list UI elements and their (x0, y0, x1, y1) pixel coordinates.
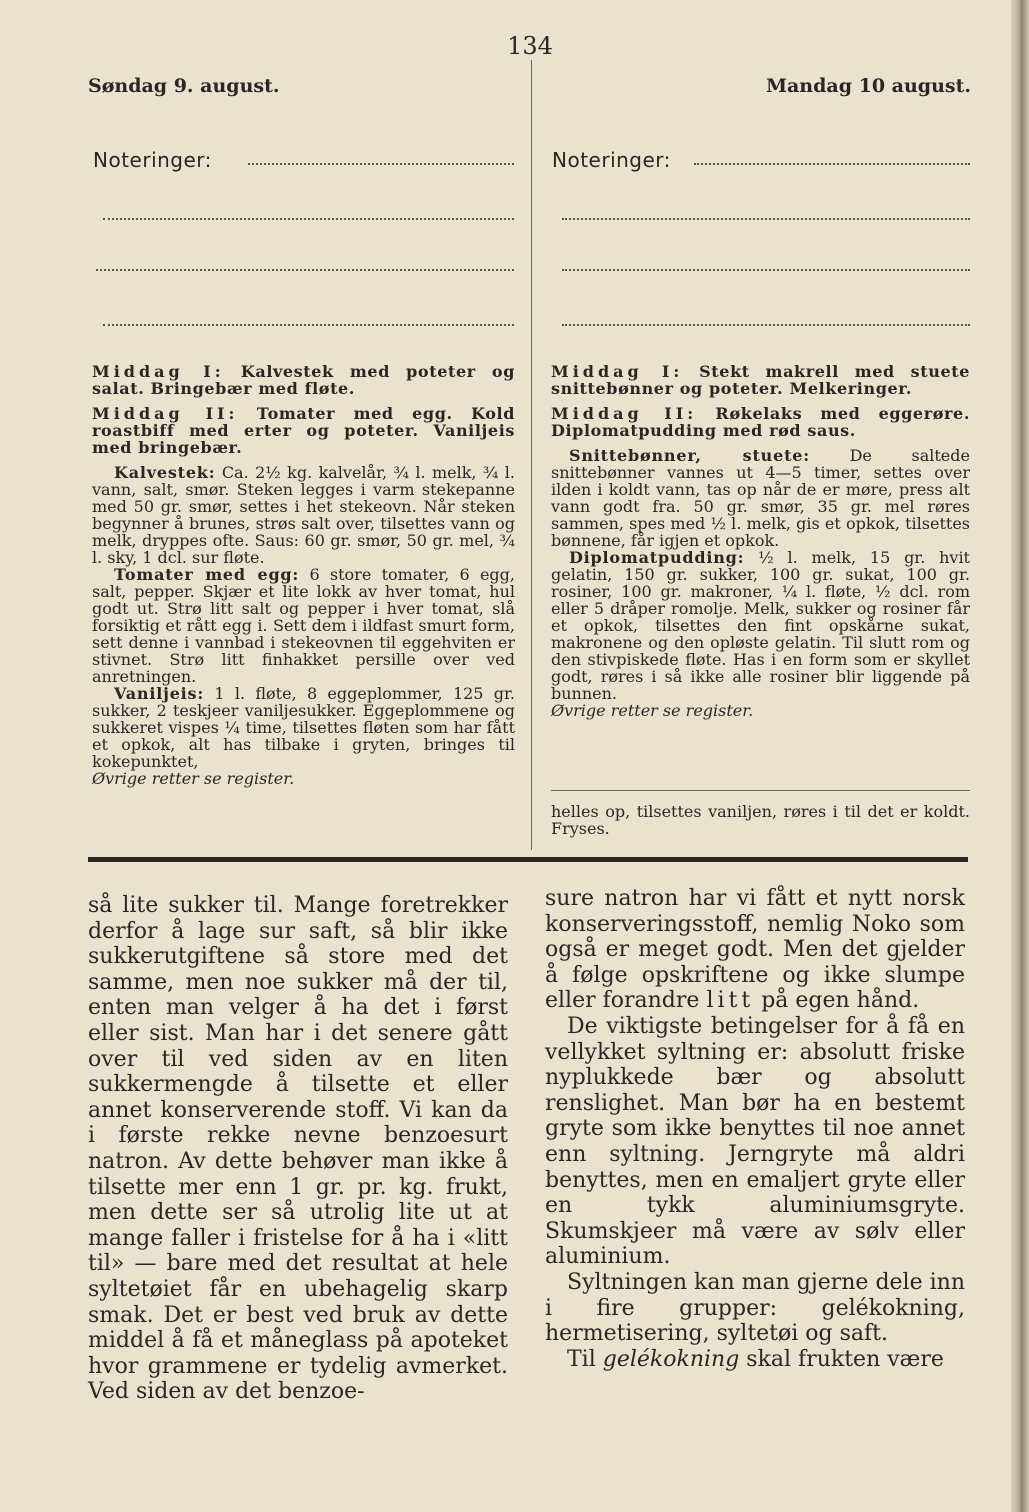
column-divider (531, 60, 532, 850)
left-notes-label: Noteringer: (93, 148, 212, 172)
right-notes-dotline (562, 269, 970, 271)
right-other-dishes: Øvrige retter se register. (551, 701, 754, 720)
left-recipes (92, 363, 515, 787)
page-number: 134 (507, 32, 553, 60)
right-notes-label: Noteringer: (552, 148, 671, 172)
continuation-rule (551, 790, 970, 791)
right-notes-dotline (694, 163, 970, 165)
body-right-paragraph-1: sure natron har vi fått et nytt norsk konserveringsstoff, nemlig Noko som også er meget godt. Men det gjelder å følge opskriftene og ikke slumpe eller forandre litt på egen hånd. (545, 886, 965, 1014)
left-recipe-tomater: Tomater med egg: 6 store tomater, 6 egg, salt, pepper. Skjær et lite lokk av hver tomat, hul godt ut. Strø litt salt og pepper i hver tomat, slå forsiktig et rått egg i. Sett dem i ildfast smurt form, sett denne i vannbad i stekeovnen til eggehviten er stivnet. Strø litt finhakket persille over ved anretningen. (92, 565, 516, 686)
left-recipe-kalvestek: Kalvestek: Ca. 2½ kg. kalvelår, ¾ l. melk, ¾ l. vann, salt, smør. Steken legges i varm stekepanne med 50 gr. smør, settes i het stekeovn. Når steken begynner å brunes, strøs salt over, tilsettes vann og melk, dryppes ofte. Saus: 60 gr. smør, 50 gr. mel, ¾ l. sky, 1 dcl. sur fløte. (92, 463, 516, 567)
left-other-dishes: Øvrige retter se register. (92, 769, 295, 788)
left-menu-1: Middag I: Kalvestek med poteter og salat. Bringebær med fløte. (92, 362, 515, 398)
left-day-heading: Søndag 9. august. (88, 75, 280, 97)
right-continuation: helles op, tilsettes vaniljen, røres i til det er koldt. Fryses. (551, 802, 970, 838)
left-notes-dotline (103, 218, 514, 220)
left-notes-dotline (103, 324, 514, 326)
body-right-paragraph-3: Syltningen kan man gjerne dele inn i fire grupper: gelékokning, hermetisering, syltetøi og saft. (545, 1269, 965, 1347)
right-day-heading: Mandag 10 august. (765, 75, 971, 97)
right-menu-2: Middag II: Røkelaks med eggerøre. Diplomatpudding med rød saus. (551, 404, 970, 440)
section-rule (88, 857, 968, 862)
right-recipe-diplomatpudding: Diplomatpudding: ½ l. melk, 15 gr. hvit gelatin, 150 gr. sukker, 100 gr. sukat, 100 gr. rosiner, 100 gr. makroner, ¼ l. fløte, ½ dcl. rom eller 5 dråper romolje. Melk, sukker og rosiner får et opkok, tilsettes den fint opskårne sukat, makronene og den opløste gelatin. Til slutt rom og den stivpiskede fløte. Has i en form som er skyllet godt, røres i så ikke alle rosiner blir liggende på bunnen. (551, 548, 970, 703)
page-edge (1011, 0, 1029, 1512)
right-notes-dotline (562, 218, 970, 220)
body-right-paragraph-4: Til gelékokning skal frukten være (567, 1346, 944, 1372)
body-right-paragraph-2: De viktigste betingelser for å få en vellykket syltning er: absolutt friske nyplukkede bær og absolutt renslighet. Man bør ha en bestemt gryte som ikke benyttes til noe annet enn syltning. Jerngryte må aldri benyttes, men en emaljert gryte eller en tykk aluminiumsgryte. Skumskjeer må være av sølv eller aluminium. (545, 1013, 965, 1270)
body-left-paragraph: så lite sukker til. Mange foretrekker derfor å lage sur saft, så blir ikke sukkerutgiftene så store med det samme, men noe sukker må der til, enten man velger å ha det i først eller sist. Man har i det senere gått over til ved siden av en liten sukkermengde å tilsette et eller annet konserverende stoff. Vi kan da i første rekke nevne benzoesurt natron. Av dette behøver man ikke å tilsette mer enn 1 gr. pr. kg. frukt, men dette ser så utrolig lite ut at mange faller i fristelse for å ha i «litt til» — bare med det resultat at hele syltetøiet får en ubehagelig skarp smak. Det er best ved bruk av dette middel å få et måneglass på apoteket hvor grammene er tydelig avmerket. Ved siden av det benzoe- (88, 893, 508, 1405)
left-notes-dotline (96, 269, 514, 271)
body-right-column (545, 886, 965, 1372)
right-recipes (551, 363, 970, 719)
right-notes-dotline (562, 324, 970, 326)
right-recipe-snittebonner: Snittebønner, stuete: De saltede snittebønner vannes ut 4—5 timer, settes over ilden i koldt vann, tas op når de er møre, press alt vann godt fra. 50 gr. smør, 35 gr. mel røres sammen, spes med ½ l. melk, gis et opkok, tilsettes bønnene, får igjen et opkok. (551, 446, 970, 550)
left-menu-2: Middag II: Tomater med egg. Kold roastbiff med erter og poteter. Vaniljeis med bringebær. (92, 404, 516, 457)
left-recipe-vaniljeis: Vaniljeis: 1 l. fløte, 8 eggeplommer, 125 gr. sukker, 2 teskjeer vaniljesukker. Eggeplommene og sukkeret vispes ¼ time, tilsettes fløten som har fått et opkok, alt has tilbake i gryten, bringes til kokepunktet, (92, 684, 516, 771)
left-notes-dotline (248, 163, 514, 165)
body-left-column (88, 893, 508, 1405)
right-menu-1: Middag I: Stekt makrell med stuete snittebønner og poteter. Melkeringer. (551, 362, 970, 398)
